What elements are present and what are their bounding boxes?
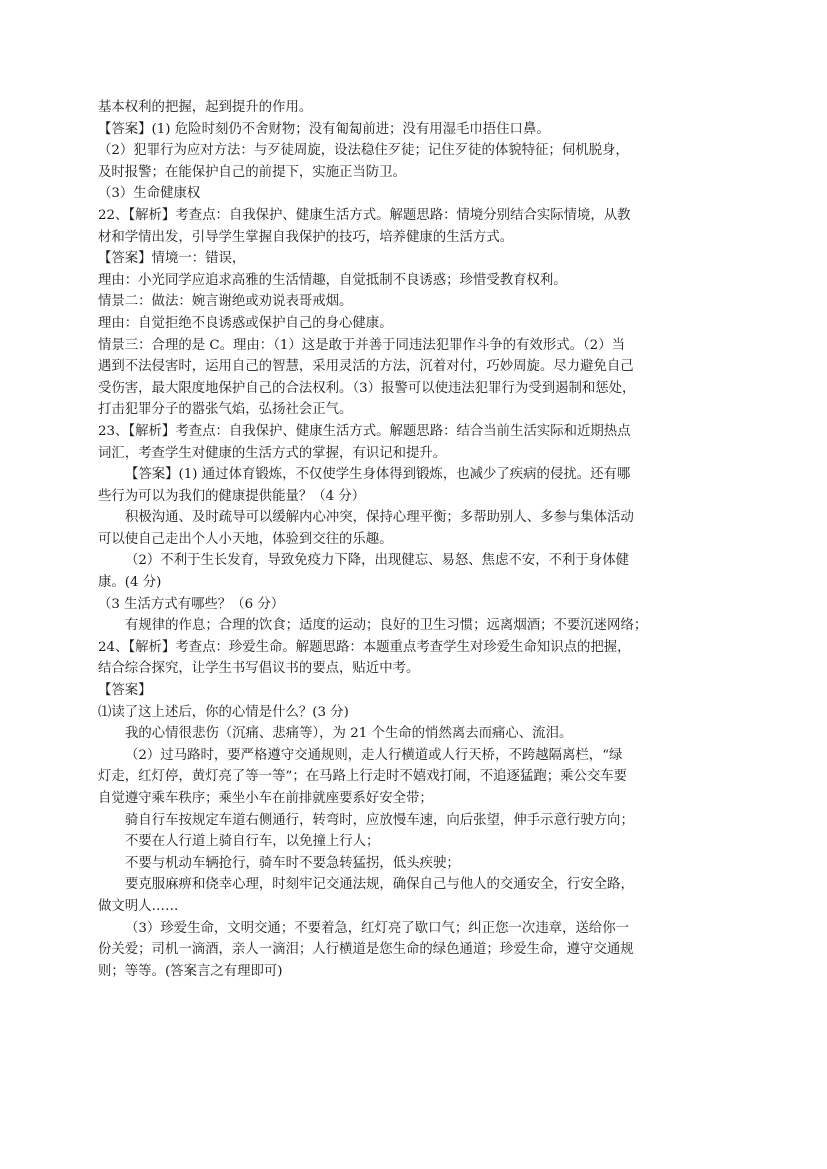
text-line: 24、【解析】考查点：珍爱生命。解题思路：本题重点考查学生对珍爱生命知识点的把握， (98, 639, 631, 655)
text-line: 则；等等。(答案言之有理即可) (98, 963, 283, 979)
text-line: 不要在人行道上骑自行车，以免撞上行人； (125, 834, 380, 850)
text-line: 积极沟通、及时疏导可以缓解内心冲突，保持心理平衡；多帮助别人、多参与集体活动 (125, 510, 634, 526)
text-line: 康。(4 分) (98, 575, 162, 591)
text-line: 遇到不法侵害时，运用自己的智慧，采用灵活的方法，沉着对付，巧妙周旋。尽力避免自己 (98, 359, 634, 375)
text-line: （2）不利于生长发育，导致免疫力下降，出现健忘、易怒、焦虑不安，不利于身体健 (125, 553, 629, 569)
text-line: 打击犯罪分子的嚣张气焰，弘扬社会正气。 (98, 402, 353, 418)
text-line: 情景二：做法：婉言谢绝或劝说表哥戒烟。 (98, 294, 353, 310)
text-line: 情景三：合理的是 C。理由：（1）这是敢于并善于同违法犯罪作斗争的有效形式。（2）当 (98, 337, 625, 353)
text-line: 及时报警；在能保护自己的前提下，实施正当防卫。 (98, 164, 406, 180)
text-line: ⑴读了这上述后，你的心情是什么？(3 分) (98, 704, 349, 720)
text-line: （3）珍爱生命，文明交通；不要着急，红灯亮了歇口气；纠正您一次违章，送给你一 (125, 920, 629, 936)
text-line: 骑自行车按规定车道右侧通行，转弯时，应放慢车速，向后张望，伸手示意行驶方向； (125, 812, 634, 828)
text-line: 受伤害，最大限度地保护自己的合法权利。（3）报警可以使违法犯罪行为受到遏制和惩处， (98, 380, 636, 396)
text-line: （2）过马路时，要严格遵守交通规则，走人行横道或人行天桥，不跨越隔离栏，“绿 (125, 747, 623, 763)
text-line: 要克服麻痹和侥幸心理，时刻牢记交通法规，确保自己与他人的交通安全，行安全路， (125, 877, 634, 893)
text-line: 理由：小光同学应追求高雅的生活情趣，自觉抵制不良诱惑；珍惜受教育权利。 (98, 272, 567, 288)
text-line: 词汇，考查学生对健康的生活方式的掌握，有识记和提升。 (98, 445, 447, 461)
text-line: 不要与机动车辆抢行，骑车时不要急转猛拐，低头疾驶； (125, 855, 460, 871)
text-line: 结合综合探究，让学生书写倡议书的要点，贴近中考。 (98, 661, 420, 677)
text-line: 【答案】 (98, 683, 152, 699)
text-line: 基本权利的把握，起到提升的作用。 (98, 100, 313, 115)
text-line: 22、【解析】考查点：自我保护、健康生活方式。解题思路：情境分别结合实际情境，从教 (98, 207, 631, 223)
text-line: 理由：自觉拒绝不良诱惑或保护自己的身心健康。 (98, 315, 393, 331)
text-line: （2）犯罪行为应对方法：与歹徒周旋，设法稳住歹徒；记住歹徒的体貌特征；伺机脱身， (98, 143, 629, 159)
text-line: 做文明人…… (98, 898, 179, 914)
text-line: 【答案】(1) 危险时刻仍不舍财物；没有匍匐前进；没有用湿毛巾捂住口鼻。 (98, 121, 550, 137)
text-line: 材和学情出发，引导学生掌握自我保护的技巧，培养健康的生活方式。 (98, 229, 514, 245)
text-line: 份关爱；司机一滴酒，亲人一滴泪；人行横道是您生命的绿色通道；珍爱生命，遵守交通规 (98, 942, 634, 958)
text-line: 灯走，红灯停，黄灯亮了等一等”；在马路上行走时不嬉戏打闹，不追逐猛跑；乘公交车要 (98, 769, 628, 785)
text-line: 自觉遵守乘车秩序；乘坐小车在前排就座要系好安全带； (98, 791, 433, 806)
text-line: 【答案】情境一：错误， (98, 251, 246, 267)
text-line: 有规律的作息；合理的饮食；适度的运动；良好的卫生习惯；远离烟酒；不要沉迷网络； (125, 618, 648, 634)
text-line: （3 生活方式有哪些？（6 分） (98, 596, 285, 612)
text-line: 我的心情很悲伤（沉痛、悲痛等），为 21 个生命的悄然离去而痛心、流泪。 (125, 726, 573, 742)
text-line: 【答案】(1) 通过体育锻炼，不仅使学生身体得到锻炼，也减少了疾病的侵扰。还有哪 (125, 467, 631, 483)
text-line: 可以使自己走出个人小天地，体验到交往的乐趣。 (98, 531, 393, 547)
text-line: 23、【解析】考查点：自我保护、健康生活方式。解题思路：结合当前生活实际和近期热点 (98, 423, 631, 439)
text-line: （3）生命健康权 (98, 186, 201, 202)
text-line: 些行为可以为我们的健康提供能量？（4 分） (98, 488, 366, 504)
document-page (98, 97, 734, 982)
